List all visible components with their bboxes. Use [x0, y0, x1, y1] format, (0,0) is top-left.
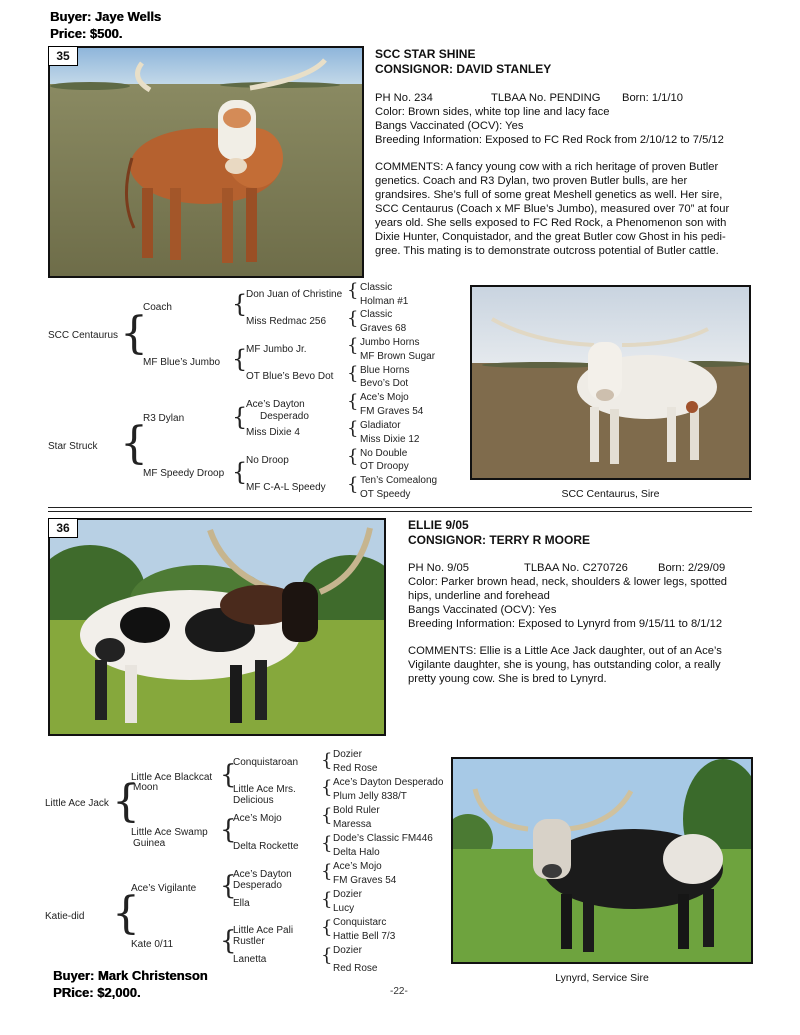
- breeding-information: Breeding Information: Exposed to Lynyrd from 9/15/11 to 8/1/12: [408, 618, 723, 630]
- pedigree-sire: Little Ace Jack: [45, 798, 109, 809]
- pedigree-brace: {: [120, 308, 148, 359]
- white-bull-image: [472, 287, 749, 478]
- buyer-price: PRice: $2,000.: [53, 985, 141, 1000]
- pedigree-great-grandparent: Little Ace Mrs.: [233, 784, 296, 795]
- pedigree-ancestor: OT Droopy: [360, 461, 409, 472]
- ph-number: PH No. 9/05: [408, 562, 469, 574]
- sire-photo: [470, 285, 751, 480]
- pedigree-ancestor: Ace’s Dayton Desperado: [333, 777, 444, 788]
- pedigree-great-grandparent: MF C-A-L Speedy: [246, 482, 326, 493]
- comments-line: years old. She sells exposed to FC Red Rock, a Phenomenon son with: [375, 217, 727, 229]
- comments-line: SCC Centaurus (Coach x MF Blue’s Jumbo), measured over 70” at four: [375, 203, 730, 215]
- pedigree-ancestor: Jumbo Horns: [360, 337, 420, 348]
- pedigree-great-grandparent: Miss Dixie 4: [246, 427, 300, 438]
- pedigree-brace: {: [347, 363, 359, 384]
- black-white-bull-image: [453, 759, 751, 962]
- color-description: hips, underline and forehead: [408, 590, 550, 602]
- comments-line: Vigilante daughter, she is young, has outstanding color, a really: [408, 659, 721, 671]
- consignor: CONSIGNOR: DAVID STANLEY: [375, 62, 552, 76]
- pedigree-great-grandparent: Ace’s Dayton: [246, 399, 305, 410]
- pedigree-brace: {: [347, 474, 359, 495]
- pedigree-brace: {: [347, 391, 359, 412]
- pedigree-ancestor: FM Graves 54: [360, 406, 424, 417]
- tlbaa-number: TLBAA No. PENDING: [491, 92, 601, 104]
- bangs-vaccinated: Bangs Vaccinated (OCV): Yes: [375, 120, 524, 132]
- pedigree-dam: Katie-did: [45, 911, 85, 922]
- buyer-name: Buyer: Jaye Wells: [50, 9, 162, 24]
- lot-36-details: [408, 561, 753, 686]
- pedigree-ancestor: Dozier: [333, 749, 362, 760]
- pedigree-ancestor: Dozier: [333, 889, 362, 900]
- pedigree-brace: {: [347, 418, 359, 439]
- pedigree-brace: {: [321, 777, 333, 798]
- pedigree-brace: {: [232, 403, 248, 431]
- page-number: -22-: [390, 986, 408, 997]
- pedigree-great-grandparent: Ace’s Mojo: [233, 813, 282, 824]
- pedigree-brace: {: [120, 418, 148, 469]
- comments-line: COMMENTS: A fancy young cow with a rich heritage of proven Butler: [375, 161, 719, 173]
- consignor: CONSIGNOR: TERRY R MOORE: [408, 533, 591, 547]
- pedigree-ancestor: OT Speedy: [360, 489, 411, 500]
- pedigree-brace: {: [220, 871, 237, 901]
- pedigree-ancestor: Conquistarc: [333, 917, 387, 928]
- pedigree-ancestor: Ten’s Comealong: [360, 475, 438, 486]
- buyer-name: Buyer: Mark Christenson: [53, 968, 208, 983]
- pedigree-ancestor: Graves 68: [360, 323, 407, 334]
- pedigree-great-grandparent: Conquistaroan: [233, 757, 299, 768]
- pedigree-brace: {: [347, 446, 359, 467]
- comments-line: genetics. Coach and R3 Dylan, two proven Butler bulls, are her: [375, 175, 688, 187]
- pedigree-brace: {: [220, 815, 237, 845]
- pedigree-grandparent: Coach: [143, 302, 172, 313]
- pedigree-ancestor: Bold Ruler: [333, 805, 380, 816]
- pedigree-brace: {: [347, 335, 359, 356]
- pedigree-grandparent: Kate 0/11: [131, 939, 174, 950]
- pedigree-ancestor: Dozier: [333, 945, 362, 956]
- pedigree-great-grandparent: Desperado: [260, 411, 309, 422]
- pedigree-grandparent: Moon: [133, 782, 159, 793]
- pedigree-ancestor: Classic: [360, 282, 393, 293]
- pedigree-great-grandparent: No Droop: [246, 455, 289, 466]
- pedigree-brace: {: [321, 945, 333, 966]
- lot-number: 36: [48, 518, 78, 538]
- pedigree-great-grandparent: Lanetta: [233, 954, 267, 965]
- pedigree-dam: Star Struck: [48, 441, 98, 452]
- lot-35-cow-photo: [48, 46, 364, 278]
- pedigree-grandparent: MF Blue’s Jumbo: [143, 357, 221, 368]
- buyer-price: Price: $500.: [50, 26, 123, 41]
- pedigree-great-grandparent: Desperado: [233, 880, 282, 891]
- pedigree-ancestor: Red Rose: [333, 763, 378, 774]
- pedigree-ancestor: Ace’s Mojo: [360, 392, 409, 403]
- comments-line: Dixie Hunter, Conquistador, and the great Butler cow Ghost in his pedi-: [375, 231, 726, 243]
- lot-36-cow-photo: [48, 518, 386, 736]
- color-description: Color: Parker brown head, neck, shoulders & lower legs, spotted: [408, 576, 728, 588]
- pedigree-brace: {: [232, 458, 248, 486]
- comments-line: COMMENTS: Ellie is a Little Ace Jack daughter, out of an Ace’s: [408, 645, 722, 657]
- pedigree-ancestor: Miss Dixie 12: [360, 434, 420, 445]
- brown-white-cow-image: [50, 48, 362, 276]
- pedigree-ancestor: Classic: [360, 309, 393, 320]
- pedigree-great-grandparent: Rustler: [233, 936, 265, 947]
- pedigree-ancestor: Delta Halo: [333, 847, 380, 858]
- spotted-cow-image: [50, 520, 384, 734]
- pedigree-ancestor: Red Rose: [333, 963, 378, 974]
- ph-number: PH No. 234: [375, 92, 433, 104]
- pedigree-brace: {: [220, 760, 237, 790]
- pedigree-ancestor: Gladiator: [360, 420, 401, 431]
- pedigree-ancestor: Ace’s Mojo: [333, 861, 382, 872]
- pedigree-ancestor: Maressa: [333, 819, 372, 830]
- pedigree-ancestor: Lucy: [333, 903, 355, 914]
- pedigree-grandparent: Little Ace Swamp: [131, 827, 208, 838]
- pedigree-brace: {: [347, 308, 359, 329]
- lot-number: 35: [48, 46, 78, 66]
- comments-line: gree. This mating is to demonstrate outcross potential of Butler cattle.: [375, 245, 719, 257]
- tlbaa-number: TLBAA No. C270726: [524, 562, 628, 574]
- pedigree-brace: {: [347, 280, 359, 301]
- pedigree-great-grandparent: Miss Redmac 256: [246, 316, 327, 327]
- pedigree-ancestor: Blue Horns: [360, 365, 410, 376]
- pedigree-grandparent: Little Ace Blackcat: [131, 772, 213, 783]
- pedigree-great-grandparent: Ace’s Dayton: [233, 869, 292, 880]
- comments-line: grandsires. She’s full of some great Meshell genetics as well. Her sire,: [375, 189, 723, 201]
- pedigree-great-grandparent: MF Jumbo Jr.: [246, 344, 307, 355]
- pedigree-great-grandparent: Ella: [233, 898, 250, 909]
- pedigree-brace: {: [321, 805, 333, 826]
- section-divider: [48, 511, 752, 512]
- bangs-vaccinated: Bangs Vaccinated (OCV): Yes: [408, 604, 557, 616]
- lot-title: SCC STAR SHINE: [375, 47, 476, 61]
- pedigree-ancestor: Dode’s Classic FM446: [333, 833, 433, 844]
- born-date: Born: 2/29/09: [658, 562, 726, 574]
- pedigree-great-grandparent: Don Juan of Christine: [246, 289, 343, 300]
- pedigree-ancestor: Bevo’s Dot: [360, 378, 409, 389]
- pedigree-brace: {: [321, 861, 333, 882]
- pedigree-ancestor: Hattie Bell 7/3: [333, 931, 396, 942]
- pedigree-grandparent: Guinea: [133, 838, 166, 849]
- pedigree-brace: {: [112, 776, 140, 827]
- pedigree-ancestor: Plum Jelly 838/T: [333, 791, 407, 802]
- pedigree-ancestor: FM Graves 54: [333, 875, 397, 886]
- pedigree-great-grandparent: Delicious: [233, 795, 274, 806]
- service-sire-photo: [451, 757, 753, 964]
- lot-title: ELLIE 9/05: [408, 518, 469, 532]
- color-description: Color: Brown sides, white top line and lacy face: [375, 106, 610, 118]
- breeding-information: Breeding Information: Exposed to FC Red Rock from 2/10/12 to 7/5/12: [375, 134, 724, 146]
- pedigree-grandparent: MF Speedy Droop: [143, 468, 225, 479]
- pedigree-brace: {: [220, 926, 237, 956]
- pedigree-brace: {: [321, 917, 333, 938]
- pedigree-great-grandparent: OT Blue’s Bevo Dot: [246, 371, 334, 382]
- pedigree-great-grandparent: Delta Rockette: [233, 841, 299, 852]
- pedigree-brace: {: [232, 290, 248, 318]
- pedigree-brace: {: [232, 345, 248, 373]
- comments-line: pretty young cow. She is bred to Lynyrd.: [408, 673, 607, 685]
- pedigree-sire: SCC Centaurus: [48, 330, 119, 341]
- pedigree-brace: {: [321, 750, 333, 771]
- service-sire-caption: Lynyrd, Service Sire: [555, 972, 649, 984]
- sire-caption: SCC Centaurus, Sire: [561, 488, 660, 500]
- pedigree-brace: {: [112, 888, 140, 939]
- pedigree-brace: {: [321, 889, 333, 910]
- lot-35-details: [375, 91, 755, 258]
- pedigree-brace: {: [321, 833, 333, 854]
- pedigree-grandparent: R3 Dylan: [143, 413, 185, 424]
- pedigree-great-grandparent: Little Ace Pali: [233, 925, 294, 936]
- born-date: Born: 1/1/10: [622, 92, 683, 104]
- pedigree-ancestor: MF Brown Sugar: [360, 351, 436, 362]
- pedigree-grandparent: Ace’s Vigilante: [131, 883, 197, 894]
- pedigree-ancestor: No Double: [360, 448, 408, 459]
- pedigree-ancestor: Holman #1: [360, 296, 409, 307]
- section-divider: [48, 507, 752, 508]
